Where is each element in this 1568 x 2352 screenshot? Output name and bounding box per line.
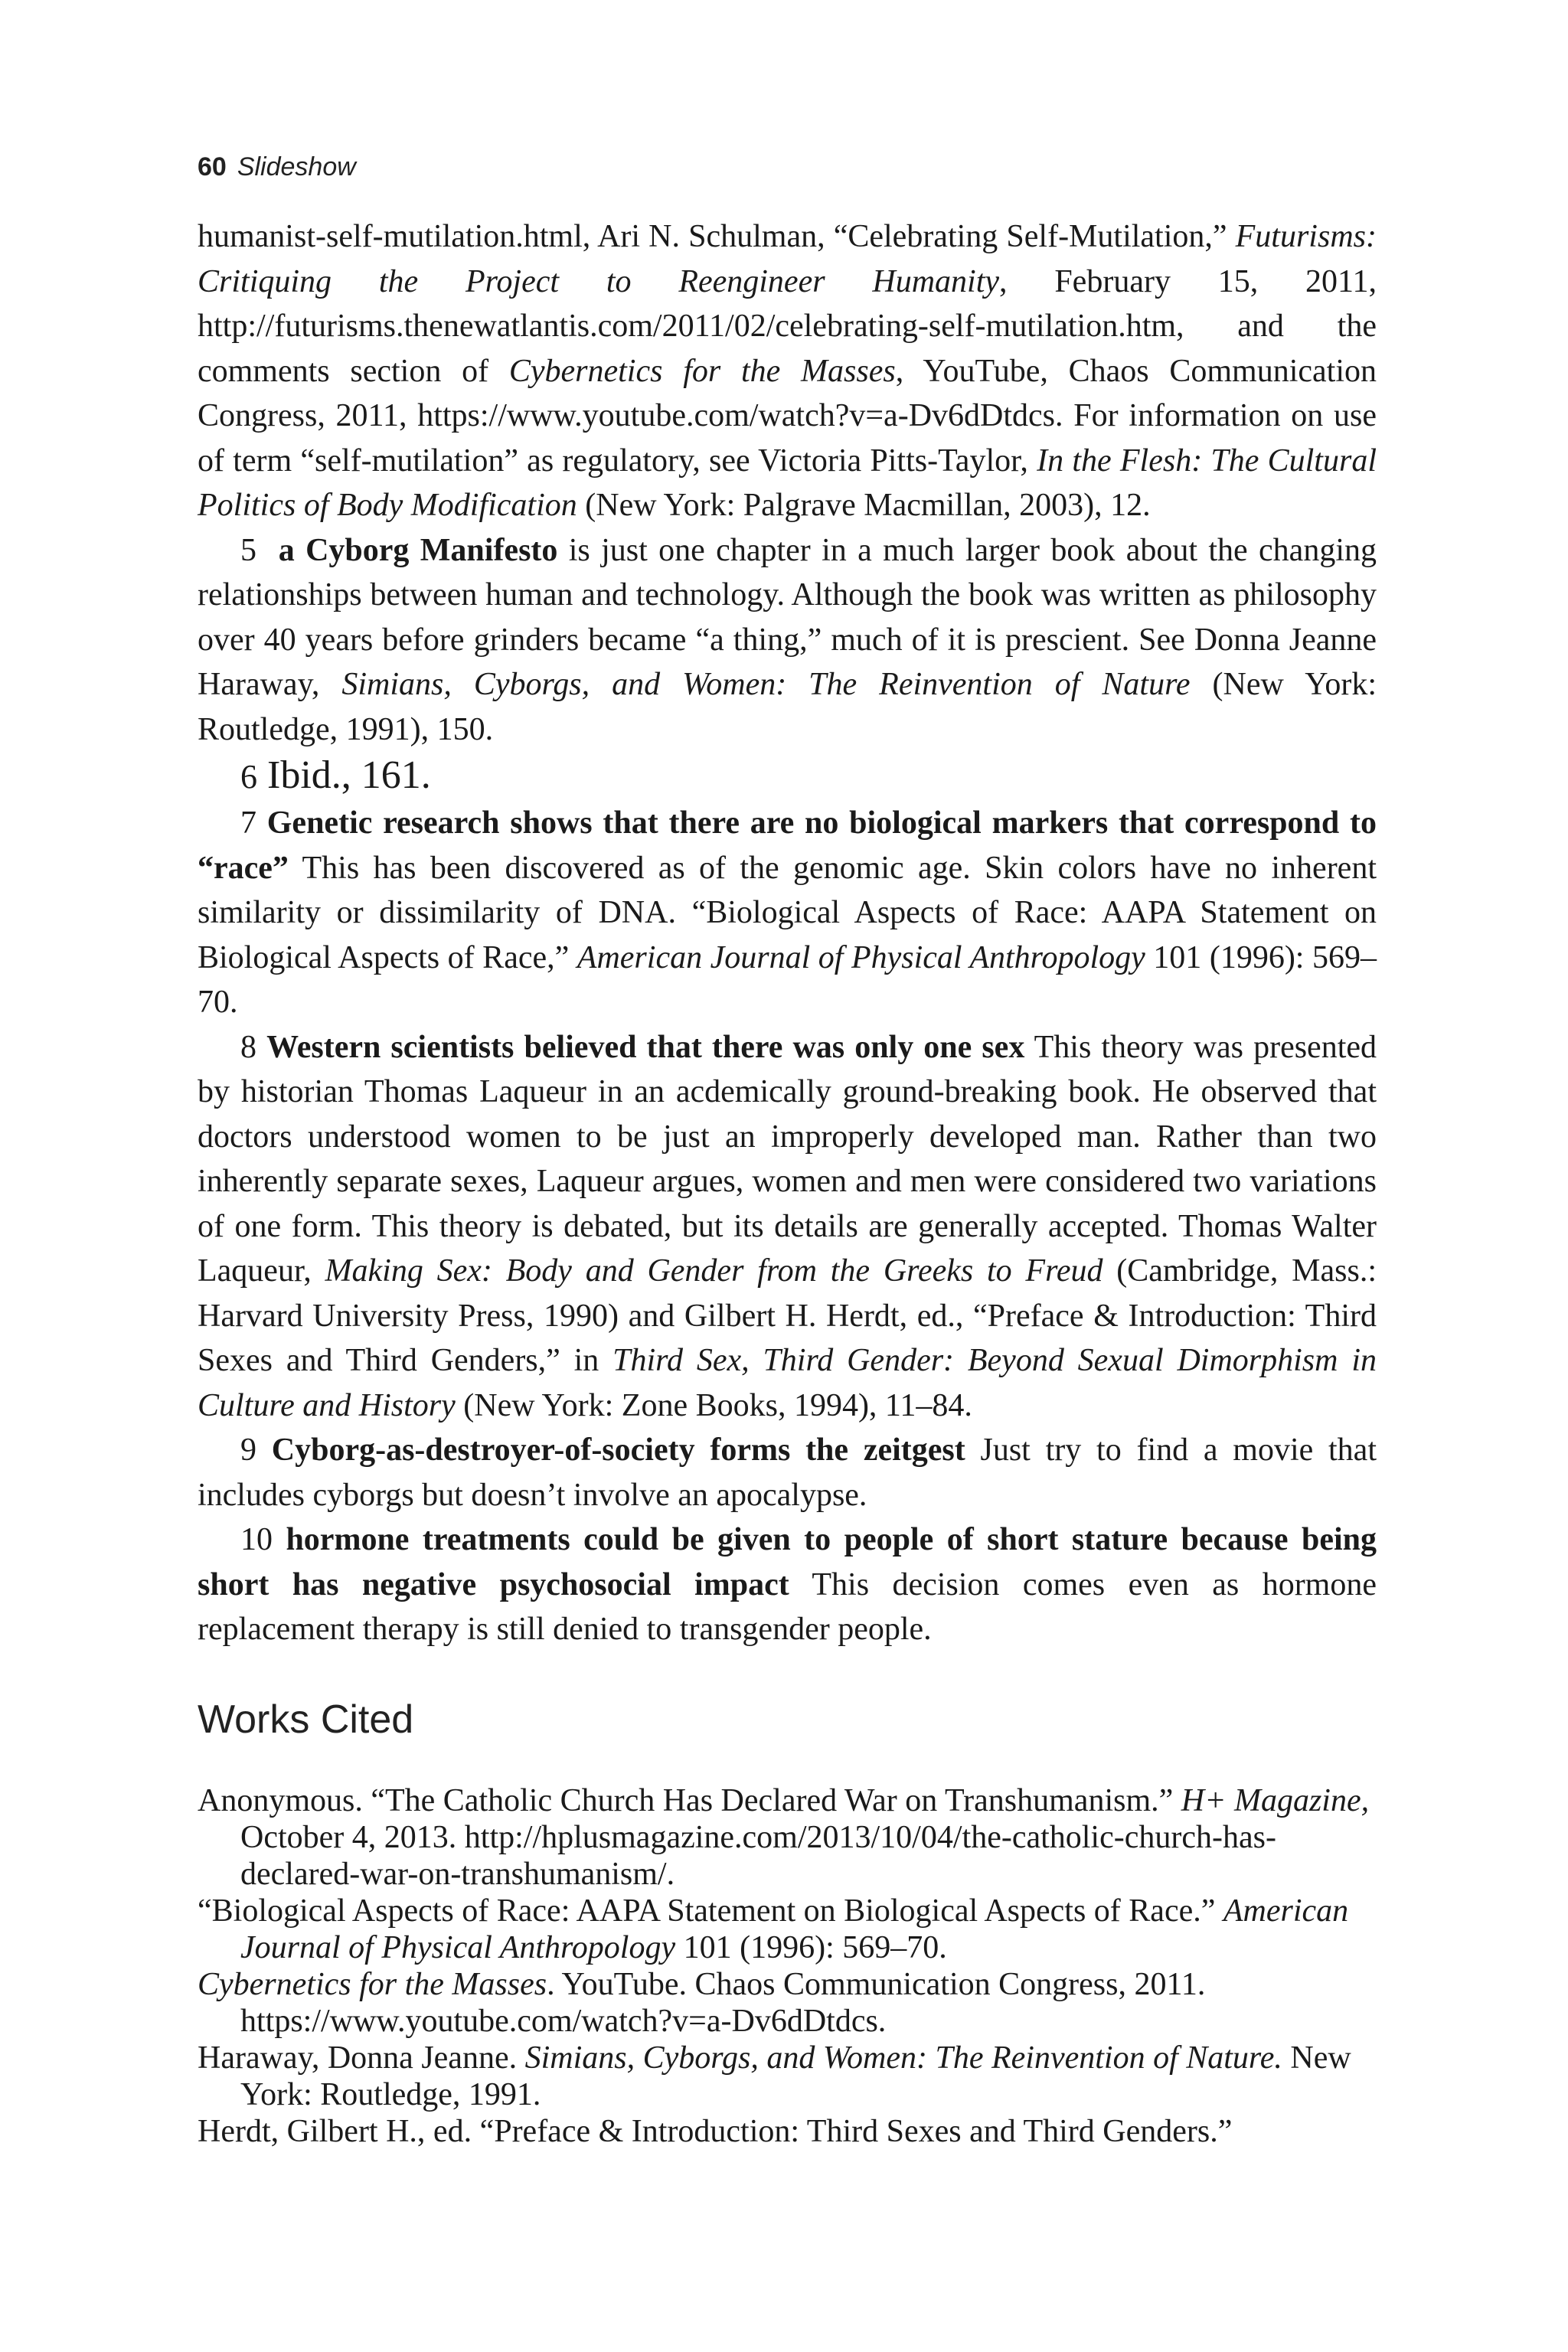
text-run: Anonymous. “The Catholic Church Has Declared War on Transhumanism.” [198, 1782, 1181, 1818]
text-run: 101 (1996): 569–70. [675, 1929, 947, 1965]
note-number: 6 [240, 758, 257, 795]
italic-title: Making Sex: Body and Gender from the Greeks to Freud [325, 1253, 1103, 1289]
works-cited-list [198, 1782, 1377, 2150]
italic-title: Simians, Cyborgs, and Women: The Reinvention of Nature [341, 667, 1191, 702]
italic-title: Cybernetics for the Masses [508, 353, 896, 389]
note-number: 7 [240, 805, 256, 841]
text-run: 101 (1996): 569–70. [198, 939, 1377, 1020]
italic-title: American Journal of Physical Anthropology [240, 1893, 1349, 1965]
text-run: New York: Routledge, 1991. [240, 2040, 1351, 2112]
note-6 [198, 752, 1377, 801]
italic-title: Cybernetics for the Masses [198, 1966, 547, 2002]
note-number: 5 [240, 532, 256, 568]
note-number: 8 [240, 1029, 256, 1065]
text-run: (New York: Zone Books, 1994), 11–84. [455, 1387, 972, 1423]
endnotes [198, 214, 1377, 1652]
works-cited-entry [198, 2040, 1377, 2113]
works-cited-entry [198, 1782, 1377, 1893]
text-run: Just try to find a movie that includes cyborgs but doesn’t involve an apocalypse. [198, 1432, 1377, 1513]
note-5 [198, 528, 1377, 753]
text-run: (Cambridge, Mass.: Harvard University Press, 1990) and Gilbert H. Herdt, ed., “Preface & Introduction: Third Sexes and Third Genders,” in [198, 1253, 1377, 1378]
italic-title: American Journal of Physical Anthropology [577, 939, 1145, 975]
works-cited-heading: Works Cited [198, 1697, 414, 1742]
text-run: . YouTube. Chaos Communication Congress, 2011. https://www.youtube.com/watch?v=a-Dv6dDtdcs. [240, 1966, 1206, 2039]
works-cited-entry [198, 1893, 1377, 1966]
note-lemma: hormone treatments could be given to people of short stature because being short has negative psychosocial impact [198, 1522, 1377, 1602]
note-number: 10 [240, 1522, 273, 1557]
running-head [198, 152, 1377, 182]
text-run: “Biological Aspects of Race: AAPA Statement on Biological Aspects of Race.” [198, 1893, 1223, 1929]
italic-title: Futurisms: Critiquing the Project to Reengineer Humanity [198, 219, 1377, 299]
text-run: Ibid., 161. [267, 753, 431, 797]
note-lemma: Cyborg-as-destroyer-of-society forms the zeitgest [271, 1432, 965, 1468]
book-page [198, 152, 1377, 2150]
text-run: This theory was presented by historian Thomas Laqueur in an acdemically ground-breaking book. He observed that doctors understood women to be just an improperly developed man. Rather than two inherently separate sexes, Laqueur argues, women and men were considered two variations of one form. This theory is debated, but its details are generally accepted. Thomas Walter Laqueur, [198, 1029, 1377, 1289]
text-run: humanist-self-mutilation.html, Ari N. Schulman, “Celebrating Self-Mutilation,” [198, 219, 1236, 254]
note-8 [198, 1025, 1377, 1429]
text-run: Haraway, Donna Jeanne. [198, 2040, 525, 2076]
page-number: 60 [198, 152, 227, 181]
text-run: is just one chapter in a much larger book about the changing relationships between human and technology. Although the book was written as philosophy over 40 years before grinders became “a thing,” much of it is prescient. See Donna Jeanne Haraway, [198, 532, 1377, 702]
text-run: This decision comes even as hormone replacement therapy is still denied to transgender people. [198, 1566, 1377, 1647]
italic-title: Third Sex, Third Gender: Beyond Sexual Dimorphism in Culture and History [198, 1343, 1377, 1423]
note-number: 9 [240, 1432, 256, 1468]
text-run: This has been discovered as of the genomic age. Skin colors have no inherent similarity or dissimilarity of DNA. “Biological Aspects of Race: AAPA Statement on Biological Aspects of Race,” [198, 850, 1377, 975]
text-run: Herdt, Gilbert H., ed. “Preface & Introduction: Third Sexes and Third Genders.” [198, 2113, 1233, 2149]
italic-title: In the Flesh: The Cultural Politics of Body Modification [198, 443, 1377, 523]
note-10 [198, 1517, 1377, 1652]
running-title: Slideshow [237, 152, 356, 181]
text-run: , February 15, 2011, http://futurisms.thenewatlantis.com/2011/02/celebrating-self-mutilation.htm, and the comments section of [198, 263, 1377, 389]
note-lemma: Western scientists believed that there was only one sex [266, 1029, 1025, 1065]
works-cited-entry [198, 1966, 1377, 2040]
works-cited-entry [198, 2113, 1377, 2150]
note-7 [198, 801, 1377, 1025]
text-run: , YouTube, Chaos Communication Congress, 2011, https://www.youtube.com/watch?v=a-Dv6dDtdcs. For information on use of term “self-mutilation” as regulatory, see Victoria Pitts-Taylor, [198, 353, 1377, 479]
note-continuation [198, 214, 1377, 528]
note-9 [198, 1428, 1377, 1517]
text-run: October 4, 2013. http://hplusmagazine.com/2013/10/04/the-catholic-church-has-declared-war-on-transhumanism/. [240, 1819, 1276, 1892]
italic-title: H+ Magazine, [1181, 1782, 1370, 1818]
note-lemma: Genetic research shows that there are no biological markers that correspond to “race” [198, 805, 1377, 886]
text-run: (New York: Routledge, 1991), 150. [198, 667, 1377, 747]
note-lemma: a Cyborg Manifesto [278, 532, 558, 568]
italic-title: Simians, Cyborgs, and Women: The Reinvention of Nature. [524, 2040, 1282, 2076]
text-run: (New York: Palgrave Macmillan, 2003), 12. [577, 488, 1151, 523]
